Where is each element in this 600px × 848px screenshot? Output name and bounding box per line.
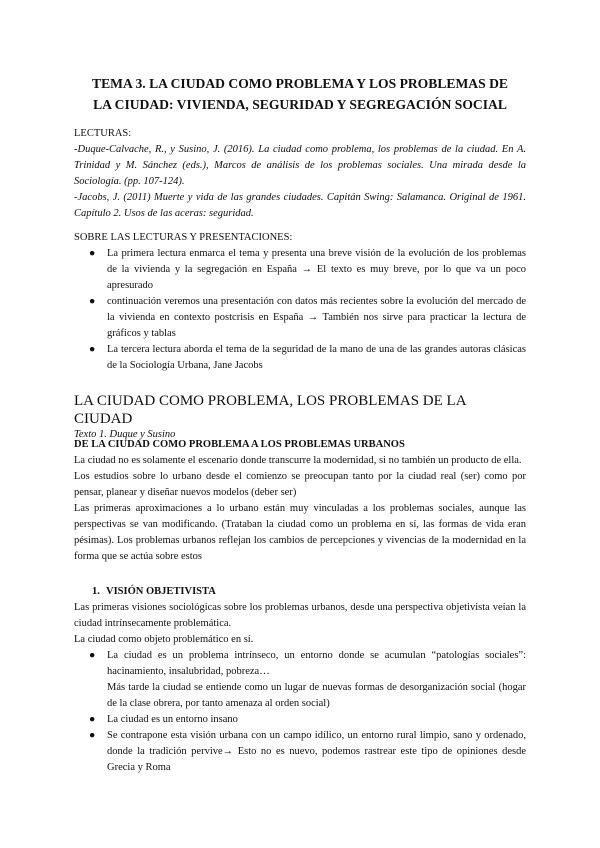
lecturas-heading: LECTURAS: — [74, 128, 132, 139]
section-subtitle: Texto 1. Duque y Susino — [74, 429, 176, 440]
sobre-list — [74, 246, 526, 374]
bullet-icon: ● — [89, 248, 96, 259]
title-line-1: TEMA 3. LA CIUDAD COMO PROBLEMA Y LOS PROBLEMAS DE — [92, 76, 508, 91]
list-item: ● La primera lectura enmarca el tema y presenta una breve visión de la evolución de los problemas de la vivienda y la segregación en España → El texto es muy breve, por lo que va un poco apresurado — [89, 248, 526, 291]
list-item: ● Se contrapone esta visión urbana con un campo idílico, un entorno rural limpio, sano y ordenado, donde la tradición pervive→ Esto no es nuevo, podemos rastrear este tipo de opiniones desde Grecia y Roma — [89, 730, 526, 773]
list-item: ● La ciudad es un problema intrínseco, un entorno donde se acumulan “patologías sociales”: hacinamiento, insalubridad, pobreza… — [89, 650, 526, 677]
paragraph: Los estudios sobre lo urbano desde el comienzo se preocupan tanto por la ciudad real (ser) como por pensar, planear y diseñar nuevos modelos (deber ser) — [74, 471, 526, 498]
heading-text: VISIÓN OBJETIVISTA — [106, 586, 216, 597]
paragraph: Las primeras visiones sociológicas sobre los problemas urbanos, desde una perspectiva objetivista veían la ciudad intrínsecamente problemática. — [74, 602, 526, 629]
vision-section — [74, 584, 526, 776]
list-item: ● La ciudad es un entorno insano — [74, 712, 526, 728]
lectura-item: -Jacobs, J. (2011) Muerte y vida de las grandes ciudades. Capitán Swing: Salamanca. Original de 1961. Capítulo 2. Usos de las aceras: seguridad. — [74, 192, 526, 219]
list-item: ● La tercera lectura aborda el tema de la seguridad de la mano de una de las grandes autoras clásicas de la Sociología Urbana, Jane Jacobs — [89, 344, 526, 371]
list-item-continuation: Más tarde la ciudad se entiende como un lugar de nuevas formas de desorganización social (hogar de la clase obrera, por tanto amenaza al orden social) — [107, 682, 526, 709]
lectura-item: -Duque-Calvache, R., y Susino, J. (2016). La ciudad como problema, los problemas de la ciudad. En A. Trinidad y M. Sánchez (eds.), Marcos de análisis de los problemas sociales. Una mirada desde la Sociología. (pp. 107-124). — [74, 144, 526, 187]
paragraph: La ciudad no es solamente el escenario donde transcurre la modernidad, si no también un producto de ella. — [74, 455, 522, 466]
lecturas-section — [74, 126, 526, 222]
document-title — [70, 73, 530, 115]
main-section — [74, 392, 526, 442]
paragraph: La ciudad como objeto problemático en sí. — [74, 634, 254, 645]
bullet-icon: ● — [89, 344, 96, 355]
sobre-heading: SOBRE LAS LECTURAS Y PRESENTACIONES: — [74, 232, 293, 243]
bullet-icon: ● — [89, 296, 96, 307]
bullet-icon: ● — [89, 730, 96, 741]
heading-number: 1. — [92, 586, 100, 597]
vision-list — [74, 648, 526, 776]
bullet-icon: ● — [89, 714, 96, 725]
section-subheading: DE LA CIUDAD COMO PROBLEMA A LOS PROBLEMAS URBANOS — [74, 439, 405, 450]
list-item: ● continuación veremos una presentación con datos más recientes sobre la evolución del mercado de la vivienda en contexto postcrisis en España → También nos sirve para practicar la lectura de gráficos y tablas — [89, 296, 526, 339]
section-body — [74, 437, 526, 565]
sobre-section — [74, 230, 526, 374]
title-line-2: LA CIUDAD: VIVIENDA, SEGURIDAD Y SEGREGACIÓN SOCIAL — [93, 97, 507, 112]
bullet-icon: ● — [89, 650, 96, 661]
paragraph: Las primeras aproximaciones a lo urbano están muy vinculadas a los problemas sociales, aunque las perspectivas se van modificando. (Trataban la ciudad como un problema en sí, las formas de vida eran pésimas). Los problemas urbanos reflejan los cambios de percepciones y vivencias de la modernidad en la forma que se actúa sobre estos — [74, 503, 526, 562]
vision-heading — [74, 584, 526, 600]
section-title: LA CIUDAD COMO PROBLEMA, LOS PROBLEMAS DE LA CIUDAD — [74, 393, 466, 427]
